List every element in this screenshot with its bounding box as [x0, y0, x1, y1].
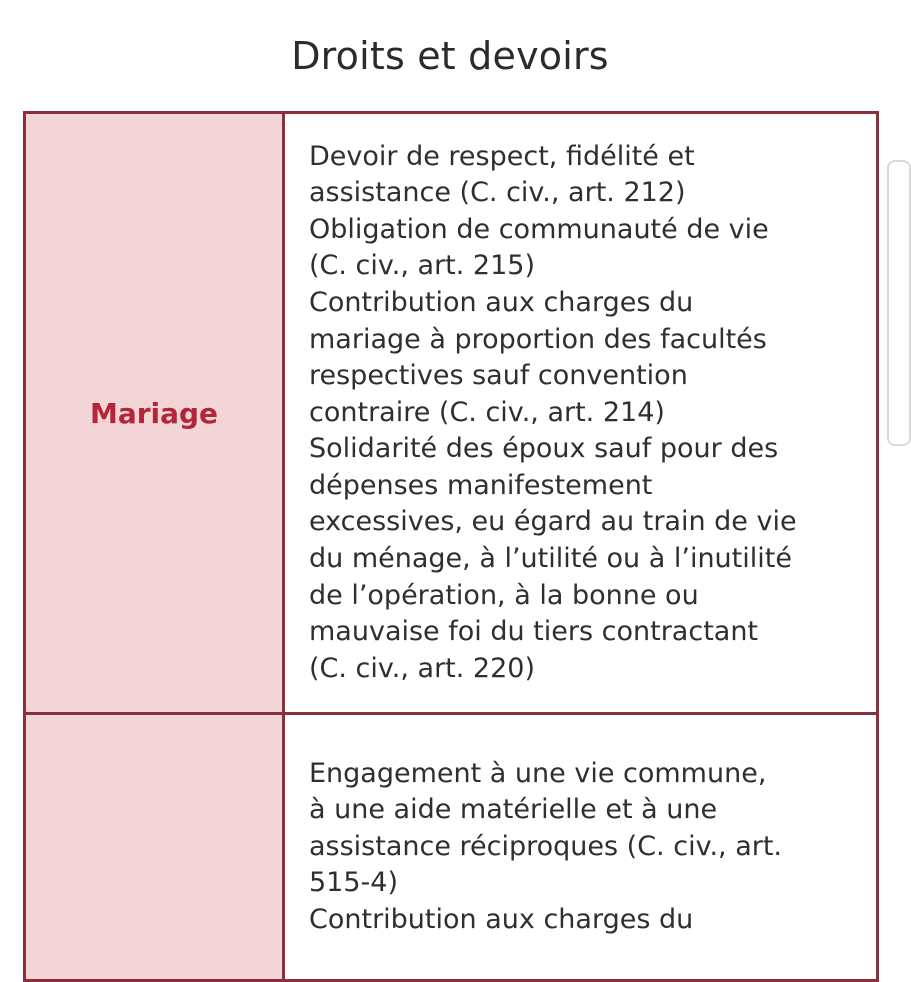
table-row — [25, 714, 878, 981]
side-panel-edge[interactable] — [887, 160, 911, 446]
content-line: (C. civ., art. 215) — [309, 250, 535, 282]
content-line: assistance (C. civ., art. 212) — [309, 177, 686, 209]
content-line: 515-4) — [309, 867, 398, 899]
content-line: dépenses manifestement — [309, 469, 653, 501]
content-line: mariage à proportion des facultés — [309, 323, 767, 355]
content-line: à une aide matérielle et à une — [309, 794, 718, 826]
page-title: Droits et devoirs — [291, 34, 609, 78]
row-content-mariage — [284, 113, 878, 714]
content-line: Solidarité des époux sauf pour des — [309, 433, 779, 465]
content-line: mauvaise foi du tiers contractant — [309, 616, 759, 648]
content-line: Contribution aux charges du — [309, 286, 694, 318]
content-line: excessives, eu égard au train de vie — [309, 506, 797, 538]
row-label-second — [25, 714, 284, 981]
content-line: de l’opération, à la bonne ou — [309, 579, 699, 611]
content-line: Engagement à une vie commune, — [309, 757, 767, 789]
content-line: Obligation de communauté de vie — [309, 213, 769, 245]
content-line: assistance réciproques (C. civ., art. — [309, 830, 783, 862]
row-content-second — [284, 714, 878, 981]
content-line: respectives sauf convention — [309, 360, 688, 392]
content-line: (C. civ., art. 220) — [309, 652, 535, 684]
rights-table — [23, 111, 879, 982]
rights-table-container — [23, 111, 879, 982]
table-row — [25, 113, 878, 714]
row-label-mariage: Mariage — [25, 113, 284, 714]
content-line: Devoir de respect, fidélité et — [309, 140, 695, 172]
content-line: Contribution aux charges du — [309, 903, 694, 935]
content-line: contraire (C. civ., art. 214) — [309, 396, 665, 428]
content-line: du ménage, à l’utilité ou à l’inutilité — [309, 543, 792, 575]
